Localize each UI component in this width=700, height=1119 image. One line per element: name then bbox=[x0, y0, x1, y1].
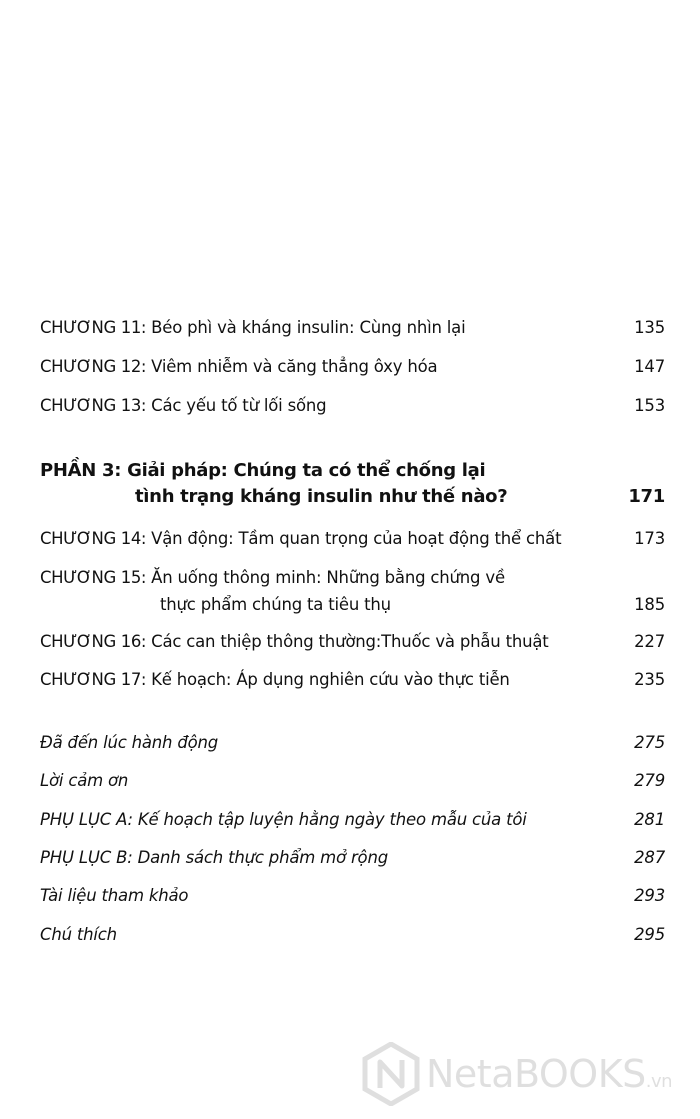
entry-title: Lời cảm ơn bbox=[40, 771, 129, 790]
chapter-label: CHƯƠNG 14: bbox=[40, 529, 147, 548]
part-title-line-1: PHẦN 3: Giải pháp: Chúng ta có thể chống lại bbox=[40, 460, 486, 481]
page-number: 279 bbox=[634, 771, 665, 790]
page-number: 235 bbox=[634, 670, 665, 689]
chapter-title: Ăn uống thông minh: Những bằng chứng về bbox=[151, 568, 505, 587]
page-number: 135 bbox=[634, 318, 665, 337]
chapter-label: CHƯƠNG 15: bbox=[40, 568, 147, 587]
chapter-label: CHƯƠNG 11: bbox=[40, 318, 147, 337]
chapter-title: Kế hoạch: Áp dụng nghiên cứu vào thực tiễn bbox=[151, 670, 510, 689]
page-number: 281 bbox=[634, 810, 665, 829]
chapter-label: CHƯƠNG 12: bbox=[40, 357, 147, 376]
chapter-title: Vận động: Tầm quan trọng của hoạt động thể chất bbox=[151, 529, 562, 548]
entry-title: Đã đến lúc hành động bbox=[40, 733, 219, 752]
page-number: 171 bbox=[628, 486, 665, 507]
entry-title: PHỤ LỤC A: Kế hoạch tập luyện hằng ngày theo mẫu của tôi bbox=[40, 810, 527, 829]
chapter-title: Béo phì và kháng insulin: Cùng nhìn lại bbox=[151, 318, 466, 337]
page-number: 173 bbox=[634, 529, 665, 548]
part-title-line-2: tình trạng kháng insulin như thế nào? bbox=[135, 486, 508, 507]
page-number: 153 bbox=[634, 396, 665, 415]
netabooks-logo-icon bbox=[362, 1042, 420, 1106]
watermark-text: NetaBOOKS bbox=[426, 1052, 646, 1096]
entry-title: Tài liệu tham khảo bbox=[40, 886, 189, 905]
chapter-label: CHƯƠNG 16: bbox=[40, 632, 147, 651]
page-number: 293 bbox=[634, 886, 665, 905]
page-number: 287 bbox=[634, 848, 665, 867]
chapter-title: Các yếu tố từ lối sống bbox=[151, 396, 327, 415]
page-number: 275 bbox=[634, 733, 665, 752]
page-number: 185 bbox=[634, 595, 665, 614]
page-number: 147 bbox=[634, 357, 665, 376]
entry-title: PHỤ LỤC B: Danh sách thực phẩm mở rộng bbox=[40, 848, 388, 867]
netabooks-watermark bbox=[362, 1040, 692, 1110]
page-number: 227 bbox=[634, 632, 665, 651]
watermark-suffix: .vn bbox=[645, 1071, 673, 1092]
page-number: 295 bbox=[634, 925, 665, 944]
chapter-title-continued: thực phẩm chúng ta tiêu thụ bbox=[160, 595, 391, 614]
chapter-label: CHƯƠNG 13: bbox=[40, 396, 147, 415]
entry-title: Chú thích bbox=[40, 925, 117, 944]
chapter-title: Các can thiệp thông thường:Thuốc và phẫu thuật bbox=[151, 632, 549, 651]
chapter-label: CHƯƠNG 17: bbox=[40, 670, 147, 689]
chapter-title: Viêm nhiễm và căng thẳng ôxy hóa bbox=[151, 357, 438, 376]
